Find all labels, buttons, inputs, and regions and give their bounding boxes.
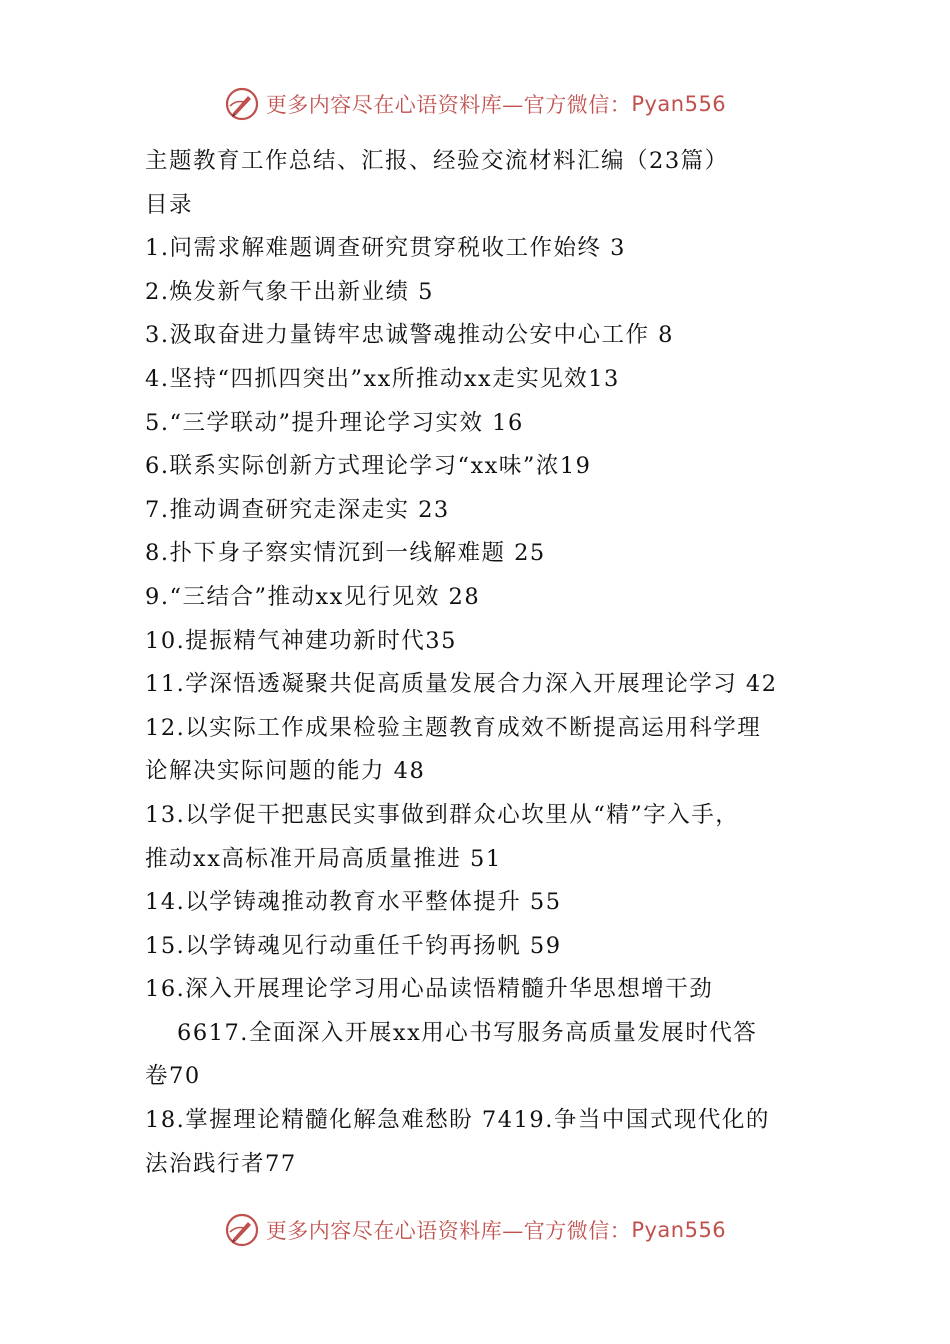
toc-line: 16.深入开展理论学习用心品读悟精髓升华思想增干劲 [145,976,714,1003]
toc-line: 法治践行者77 [145,1150,297,1177]
toc-line: 1.问需求解难题调查研究贯穿税收工作始终 3 [145,235,626,262]
toc-line: 15.以学铸魂见行动重任千钧再扬帆 59 [145,932,562,959]
pen-logo-icon [224,86,260,122]
toc-line: 11.学深悟透凝聚共促高质量发展合力深入开展理论学习 42 [145,671,778,698]
toc-line: 9.“三结合”推动xx见行见效 28 [145,583,481,610]
banner-text: 更多内容尽在心语资料库—官方微信： [265,1219,632,1243]
toc-line: 5.“三学联动”提升理论学习实效 16 [145,409,524,436]
toc-line: 论解决实际问题的能力 48 [145,758,426,785]
toc-line: 18.掌握理论精髓化解急难愁盼 7419.争当中国式现代化的 [145,1107,770,1134]
toc-line: 10.提振精气神建功新时代35 [145,627,457,654]
toc-line: 6.联系实际创新方式理论学习“xx味”浓19 [145,453,592,480]
toc-line: 卷70 [145,1063,201,1090]
toc-heading: 目录 [145,191,194,218]
toc-line: 3.汲取奋进力量铸牢忠诚警魂推动公安中心工作 8 [145,322,674,349]
banner-text: 更多内容尽在心语资料库—官方微信： [265,93,632,117]
footer-banner [0,1208,950,1252]
pen-logo-icon [224,1212,260,1248]
toc-line: 4.坚持“四抓四突出”xx所推动xx走实见效13 [145,365,620,392]
toc-line: 推动xx高标准开局高质量推进 51 [145,845,502,872]
document-body [145,140,810,1186]
header-banner [0,82,950,126]
toc-line: 14.以学铸魂推动教育水平整体提升 55 [145,889,562,916]
toc-line: 6617.全面深入开展xx用心书写服务高质量发展时代答 [177,1019,758,1046]
banner-account: Pyan556 [631,92,727,116]
toc-line: 2.焕发新气象干出新业绩 5 [145,278,434,305]
toc-line: 7.推动调查研究走深走实 23 [145,496,450,523]
toc-line: 8.扑下身子察实情沉到一线解难题 25 [145,540,546,567]
banner-account: Pyan556 [631,1218,727,1242]
document-title: 主题教育工作总结、汇报、经验交流材料汇编（23篇） [145,148,729,174]
toc-line: 13.以学促干把惠民实事做到群众心坎里从“精”字入手， [145,801,740,828]
toc-line: 12.以实际工作成果检验主题教育成效不断提高运用科学理 [145,714,762,741]
